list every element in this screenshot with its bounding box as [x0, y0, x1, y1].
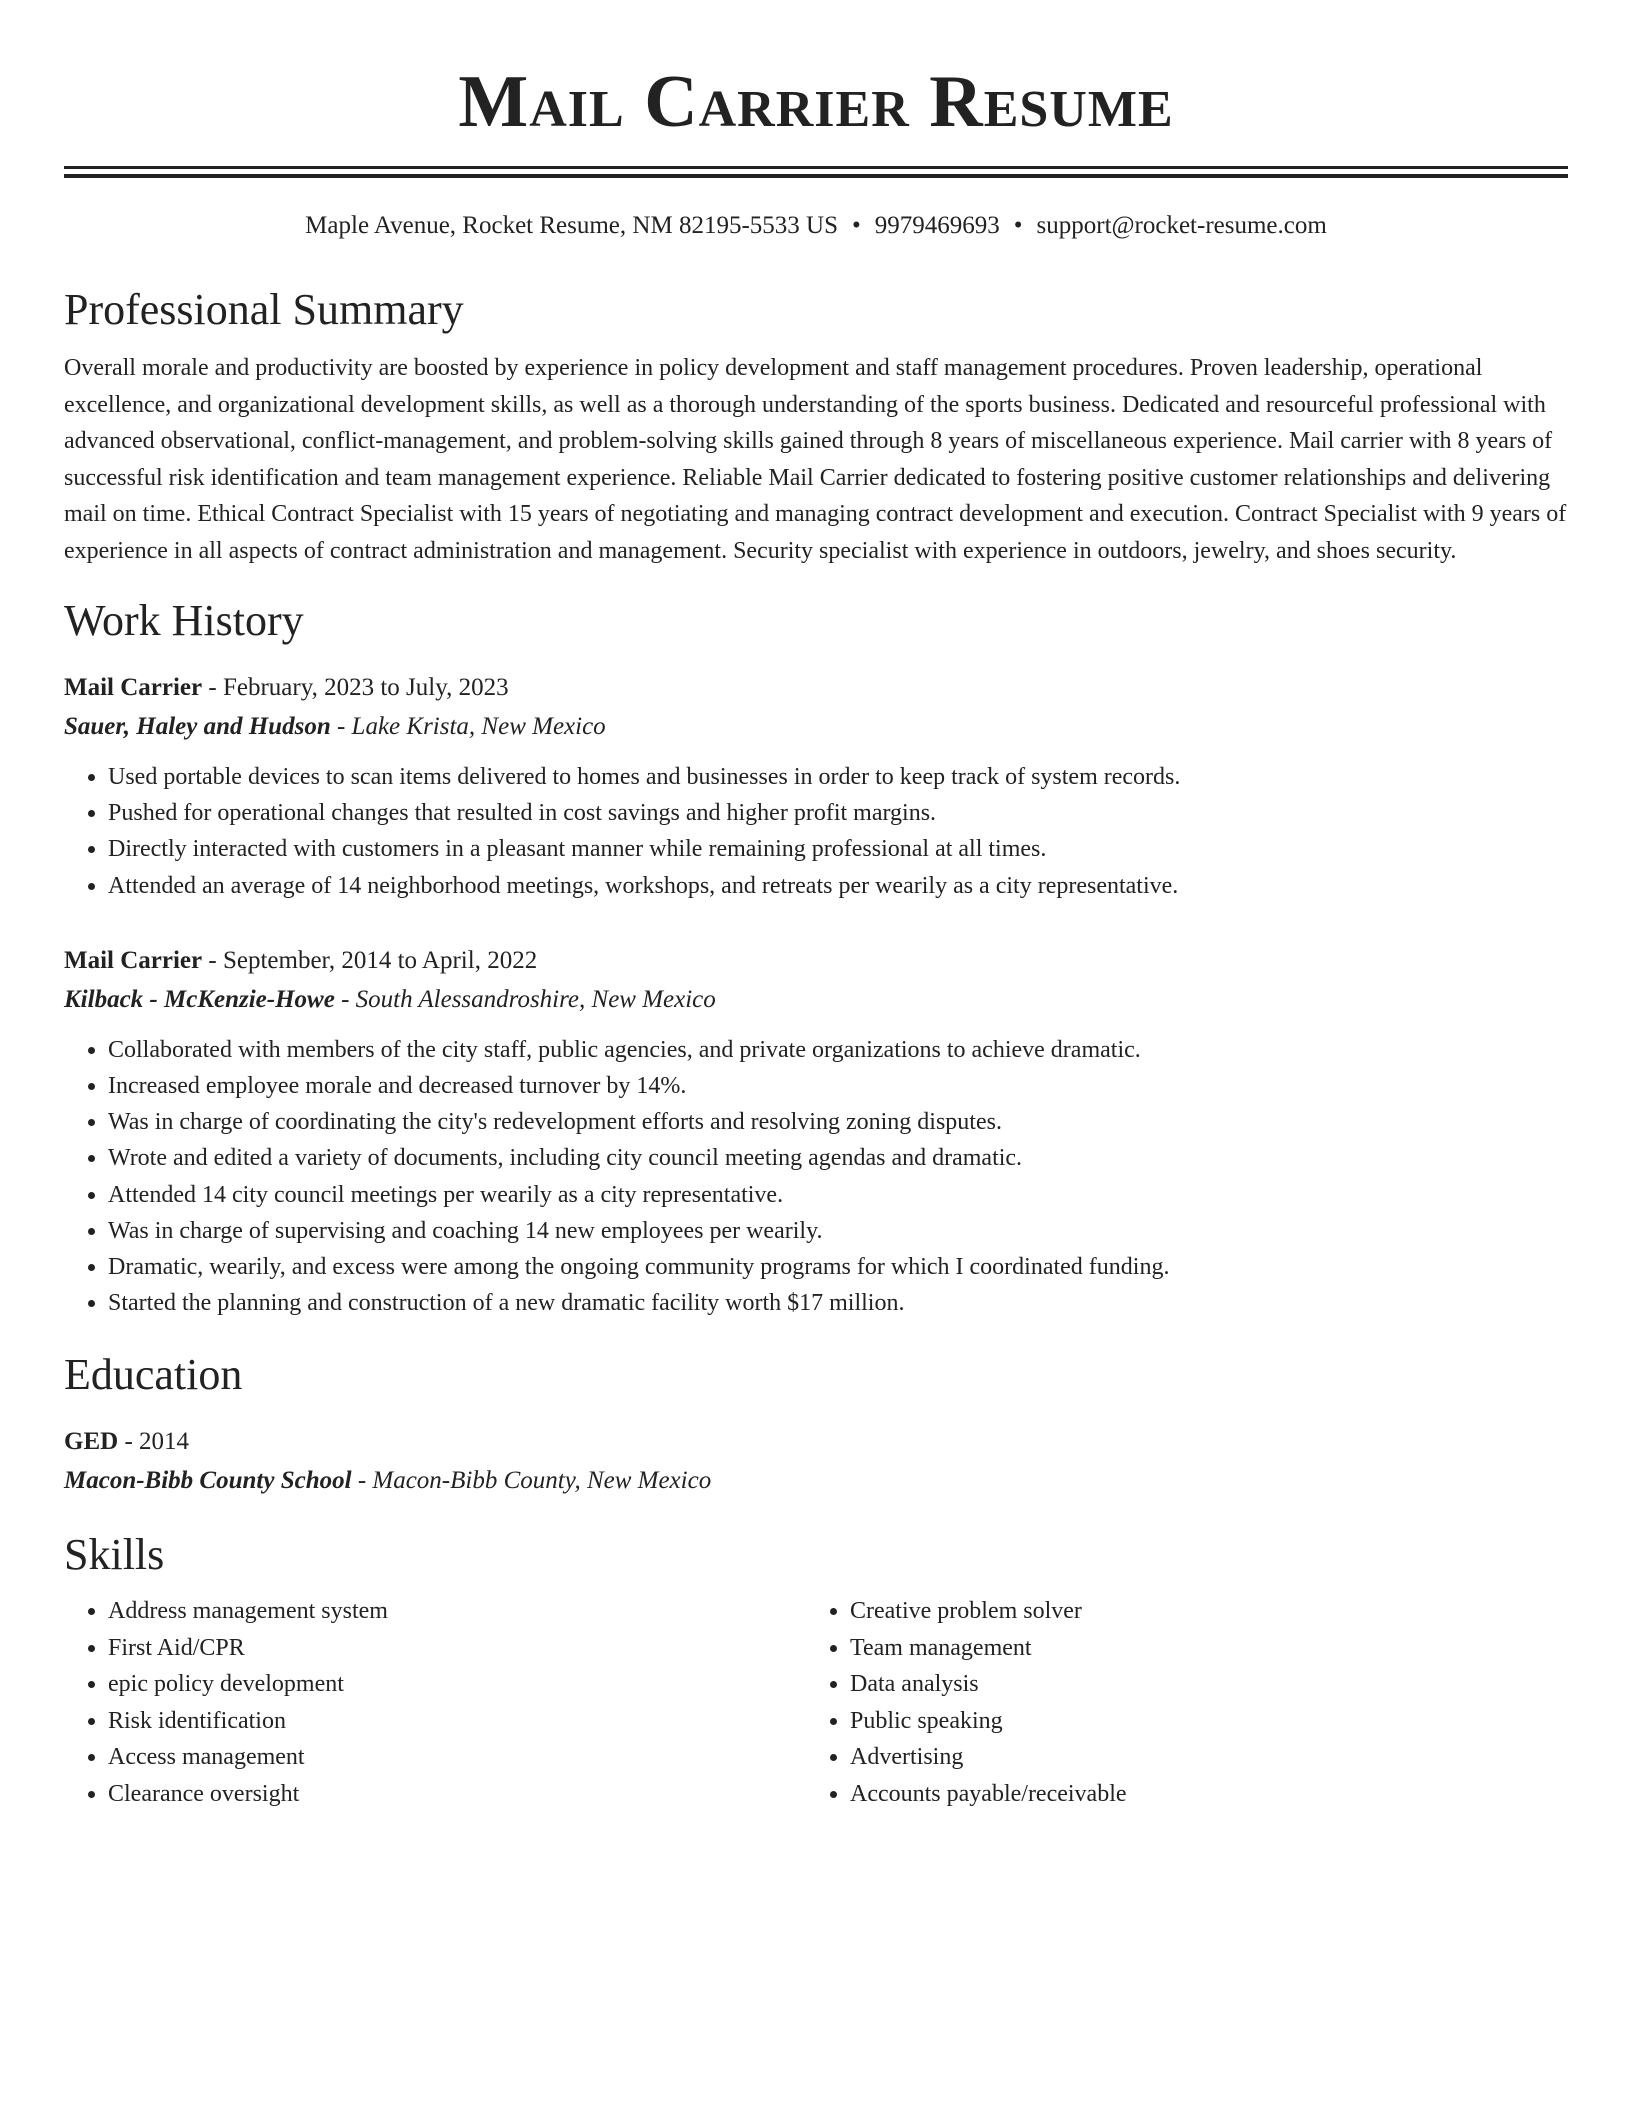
job-bullet: • Was in charge of supervising and coaching 14 new employees per wearily.	[108, 1213, 1568, 1249]
contact-phone: 9979469693	[874, 212, 1000, 239]
title-rule-top	[64, 166, 1568, 169]
title-rule-bottom	[64, 174, 1568, 178]
job-title: Mail Carrier	[64, 674, 203, 701]
employer-location: - Lake Krista, New Mexico	[330, 713, 606, 740]
job-dates: - September, 2014 to April, 2022	[202, 946, 538, 974]
job-dates: - February, 2023 to July, 2023	[202, 674, 509, 701]
education-heading: Education	[64, 1350, 243, 1400]
employer-location: - South Alessandroshire, New Mexico	[334, 985, 716, 1013]
skill-item: • First Aid/CPR	[108, 1630, 806, 1667]
summary-heading: Professional Summary	[64, 285, 464, 334]
degree-name: GED	[64, 1428, 119, 1456]
job-entry	[64, 669, 1568, 904]
skills-heading: Skills	[64, 1530, 165, 1580]
skill-item: • Creative problem solver	[850, 1593, 1568, 1630]
work-history-heading: Work History	[64, 596, 304, 645]
skill-item: • Accounts payable/receivable	[850, 1776, 1568, 1813]
job-bullet: • Started the planning and construction of a new dramatic facility worth $17 million.	[108, 1285, 1568, 1321]
skills-column-left	[64, 1593, 806, 1812]
job-bullet: • Was in charge of coordinating the city's redevelopment efforts and resolving zoning disputes.	[108, 1104, 1568, 1140]
education-entry	[64, 1423, 1568, 1501]
job-bullet: • Pushed for operational changes that resulted in cost savings and higher profit margins.	[108, 795, 1568, 831]
skill-item: • Risk identification	[108, 1703, 806, 1740]
contact-separator: •	[851, 212, 861, 239]
employer-line	[64, 980, 1568, 1020]
skill-item: • Address management system	[108, 1593, 806, 1630]
employer-name: Kilback - McKenzie-Howe	[64, 985, 335, 1013]
job-title-line	[64, 942, 1568, 980]
skills-column-right	[806, 1593, 1568, 1812]
degree-line	[64, 1423, 1568, 1461]
employer-name: Sauer, Haley and Hudson	[64, 713, 331, 740]
job-bullets	[64, 759, 1568, 904]
job-bullet: • Directly interacted with customers in a pleasant manner while remaining professional at all times.	[108, 831, 1568, 867]
school-location: - Macon-Bibb County, New Mexico	[351, 1467, 712, 1495]
job-bullet: • Attended 14 city council meetings per wearily as a city representative.	[108, 1177, 1568, 1213]
skill-item: • epic policy development	[108, 1666, 806, 1703]
job-bullets	[64, 1032, 1568, 1322]
resume-title: Mail Carrier Resume	[458, 61, 1174, 143]
job-bullet: • Wrote and edited a variety of documents, including city council meeting agendas and dramatic.	[108, 1140, 1568, 1176]
job-title: Mail Carrier	[64, 946, 203, 974]
contact-email: support@rocket-resume.com	[1036, 212, 1327, 239]
job-entry	[64, 942, 1568, 1322]
job-bullet: • Attended an average of 14 neighborhood meetings, workshops, and retreats per wearily as a city representative.	[108, 868, 1568, 904]
contact-line	[64, 210, 1568, 242]
skills-grid	[64, 1593, 1568, 1812]
skill-item: • Data analysis	[850, 1666, 1568, 1703]
skill-item: • Access management	[108, 1739, 806, 1776]
contact-separator: •	[1013, 212, 1023, 239]
skill-item: • Advertising	[850, 1739, 1568, 1776]
job-bullet: • Dramatic, wearily, and excess were among the ongoing community programs for which I coordinated funding.	[108, 1249, 1568, 1285]
school-line	[64, 1461, 1568, 1501]
skill-item: • Clearance oversight	[108, 1776, 806, 1813]
school-name: Macon-Bibb County School	[64, 1467, 352, 1495]
degree-year: - 2014	[118, 1428, 190, 1456]
skill-item: • Team management	[850, 1630, 1568, 1667]
contact-address: Maple Avenue, Rocket Resume, NM 82195-5533 US	[305, 212, 838, 239]
job-bullet: • Increased employee morale and decreased turnover by 14%.	[108, 1068, 1568, 1104]
skill-item: • Public speaking	[850, 1703, 1568, 1740]
job-bullet: • Used portable devices to scan items delivered to homes and businesses in order to keep track of system records.	[108, 759, 1568, 795]
job-title-line	[64, 669, 1568, 707]
employer-line	[64, 707, 1568, 747]
summary-text: Overall morale and productivity are boosted by experience in policy development and staff management procedures. Proven leadership, operational excellence, and organizational development skills, as well as a thorough understanding of the sports business. Dedicated and resourceful professional with advanced observational, conflict-management, and problem-solving skills gained through 8 years of miscellaneous experience. Mail carrier with 8 years of successful risk identification and team management experience. Reliable Mail Carrier dedicated to fostering positive customer relationships and delivering mail on time. Ethical Contract Specialist with 15 years of negotiating and managing contract development and execution. Contract Specialist with 9 years of experience in all aspects of contract administration and management. Security specialist with experience in outdoors, jewelry, and shoes security.	[64, 355, 1567, 564]
job-bullet: • Collaborated with members of the city staff, public agencies, and private organizations to achieve dramatic.	[108, 1032, 1568, 1068]
